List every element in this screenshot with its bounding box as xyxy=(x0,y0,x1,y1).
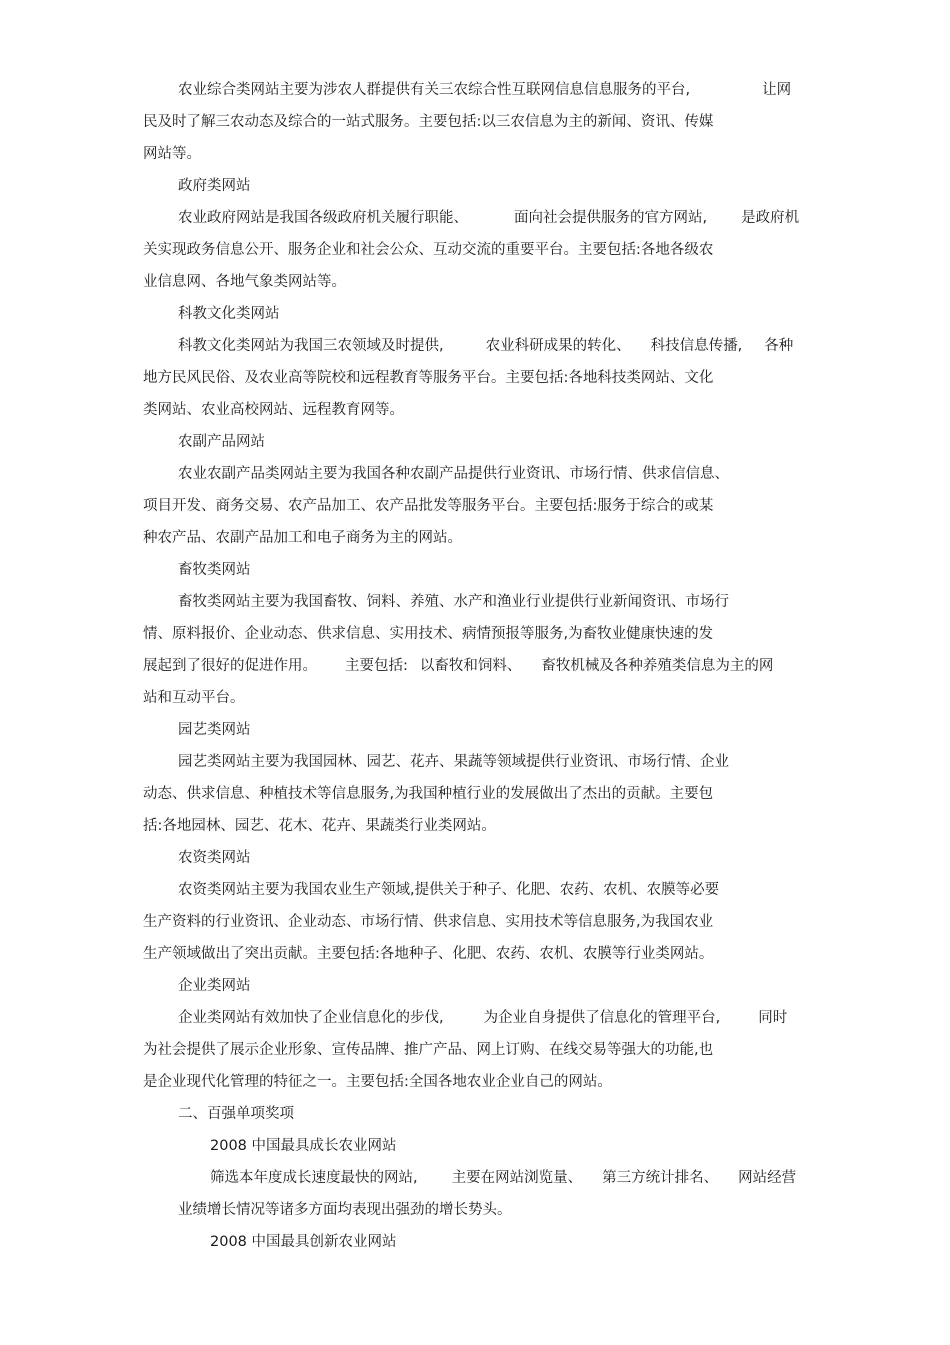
text-segment: 农业综合类网站主要为涉农人群提供有关三农综合性互联网信息信息服务的平台, xyxy=(178,82,691,98)
text-segment: 关实现政务信息公开、服务企业和社会公众、互动交流的重要平台。主要包括:各地各级农 xyxy=(143,242,714,258)
text-segment: 农资类网站 xyxy=(178,850,251,866)
text-segment: 筛选本年度成长速度最快的网站, xyxy=(210,1170,418,1186)
text-segment: 生产资料的行业资讯、企业动态、市场行情、供求信息、实用技术等信息服务,为我国农业 xyxy=(143,914,714,930)
text-segment: 类网站、农业高校网站、远程教育网等。 xyxy=(143,402,404,418)
section-heading xyxy=(178,720,251,740)
text-segment: 为社会提供了展示企业形象、宣传品牌、推广产品、网上订购、在线交易等强大的功能,也 xyxy=(143,1042,714,1058)
text-segment: 农业农副产品类网站主要为我国各种农副产品提供行业资讯、市场行情、供求信信息、 xyxy=(178,466,729,482)
text-segment: 种农产品、农副产品加工和电子商务为主的网站。 xyxy=(143,530,462,546)
text-segment: 科技信息传播, xyxy=(650,338,743,354)
text-segment: 生产领域做出了突出贡献。主要包括:各地种子、化肥、农药、农机、农膜等行业类网站。 xyxy=(143,946,714,962)
text-segment: 业绩增长情况等诸多方面均表现出强劲的增长势头。 xyxy=(178,1202,512,1218)
text-segment: 主要在网站浏览量、 xyxy=(451,1170,583,1186)
text-segment: 主要包括: xyxy=(345,658,408,674)
text-segment: 各种 xyxy=(764,338,794,354)
text-segment: 动态、供求信息、种植技术等信息服务,为我国种植行业的发展做出了杰出的贡献。主要包 xyxy=(143,786,714,802)
text-segment: 是企业现代化管理的特征之一。主要包括:全国各地农业企业自己的网站。 xyxy=(143,1074,612,1090)
section-heading xyxy=(178,1104,294,1124)
text-segment: 畜牧机械及各种养殖类信息为主的网 xyxy=(541,658,774,674)
text-segment: 农业科研成果的转化、 xyxy=(485,338,631,354)
text-segment: 项目开发、商务交易、农产品加工、农产品批发等服务平台。主要包括:服务于综合的或某 xyxy=(143,498,714,514)
text-segment: 同时 xyxy=(758,1010,788,1026)
text-segment: 科教文化类网站为我国三农领域及时提供, xyxy=(178,338,444,354)
text-segment: 畜牧类网站主要为我国畜牧、饲料、养殖、水产和渔业行业提供行业新闻资讯、市场行 xyxy=(178,594,729,610)
text-segment: 网站等。 xyxy=(143,146,201,162)
paragraph-line xyxy=(178,880,719,900)
text-segment: 企业类网站有效加快了企业信息化的步伐, xyxy=(178,1010,444,1026)
text-segment: 地方民风民俗、及农业高等院校和远程教育等服务平台。主要包括:各地科技类网站、文化 xyxy=(143,370,714,386)
paragraph-line xyxy=(178,592,729,612)
text-segment: 农副产品网站 xyxy=(178,434,265,450)
paragraph-line xyxy=(178,464,729,484)
paragraph-line xyxy=(143,240,713,260)
paragraph-line xyxy=(143,912,713,932)
text-segment: 展起到了很好的促进作用。 xyxy=(143,658,317,674)
text-segment: 企业类网站 xyxy=(178,978,251,994)
paragraph-line xyxy=(178,752,729,772)
text-segment: 站和互动平台。 xyxy=(143,690,245,706)
paragraph-line xyxy=(143,496,713,516)
paragraph-line xyxy=(143,688,245,708)
paragraph-line xyxy=(178,1200,512,1220)
section-heading xyxy=(178,976,251,996)
text-segment: 2008 中国最具创新农业网站 xyxy=(210,1234,397,1250)
paragraph-line xyxy=(143,112,713,132)
paragraph-line xyxy=(143,272,346,292)
text-segment: 情、原料报价、企业动态、供求信息、实用技术、病情预报等服务,为畜牧业健康快速的发 xyxy=(143,626,714,642)
text-segment: 科教文化类网站 xyxy=(178,306,280,322)
section-heading xyxy=(210,1232,397,1252)
paragraph-line xyxy=(143,784,713,804)
paragraph-line xyxy=(143,1072,612,1092)
text-segment: 括:各地园林、园艺、花木、花卉、果蔬类行业类网站。 xyxy=(143,818,496,834)
text-segment: 以畜牧和饲料、 xyxy=(419,658,522,674)
text-segment: 园艺类网站 xyxy=(178,722,251,738)
section-heading xyxy=(178,560,251,580)
text-segment: 政府类网站 xyxy=(178,178,251,194)
paragraph-line xyxy=(143,624,713,644)
section-heading xyxy=(178,848,251,868)
text-segment: 二、百强单项奖项 xyxy=(178,1106,294,1122)
text-segment: 业信息网、各地气象类网站等。 xyxy=(143,274,346,290)
paragraph-line xyxy=(143,400,404,420)
paragraph-line xyxy=(178,208,799,228)
paragraph-line xyxy=(143,656,773,676)
text-segment: 畜牧类网站 xyxy=(178,562,251,578)
text-segment: 面向社会提供服务的官方网站, xyxy=(514,210,708,226)
text-segment: 是政府机 xyxy=(741,210,800,226)
section-heading xyxy=(210,1136,397,1156)
text-segment: 民及时了解三农动态及综合的一站式服务。主要包括:以三农信息为主的新闻、资讯、传媒 xyxy=(143,114,714,130)
text-segment: 2008 中国最具成长农业网站 xyxy=(210,1138,397,1154)
section-heading xyxy=(178,176,251,196)
paragraph-line xyxy=(210,1168,796,1188)
paragraph-line xyxy=(143,1040,713,1060)
paragraph-line xyxy=(143,368,713,388)
paragraph-line xyxy=(178,336,793,356)
text-segment: 农业政府网站是我国各级政府机关履行职能、 xyxy=(178,210,468,226)
paragraph-line xyxy=(178,80,791,100)
text-segment: 农资类网站主要为我国农业生产领域,提供关于种子、化肥、农药、农机、农膜等必要 xyxy=(178,882,720,898)
text-segment: 园艺类网站主要为我国园林、园艺、花卉、果蔬等领域提供行业资讯、市场行情、企业 xyxy=(178,754,729,770)
paragraph-line xyxy=(143,528,462,548)
paragraph-line xyxy=(143,144,201,164)
paragraph-line xyxy=(178,1008,787,1028)
paragraph-line xyxy=(143,944,713,964)
text-segment: 第三方统计排名、 xyxy=(602,1170,719,1186)
text-segment: 让网 xyxy=(762,82,792,98)
text-segment: 网站经营 xyxy=(738,1170,797,1186)
section-heading xyxy=(178,432,265,452)
text-segment: 为企业自身提供了信息化的管理平台, xyxy=(483,1010,721,1026)
paragraph-line xyxy=(143,816,496,836)
section-heading xyxy=(178,304,280,324)
